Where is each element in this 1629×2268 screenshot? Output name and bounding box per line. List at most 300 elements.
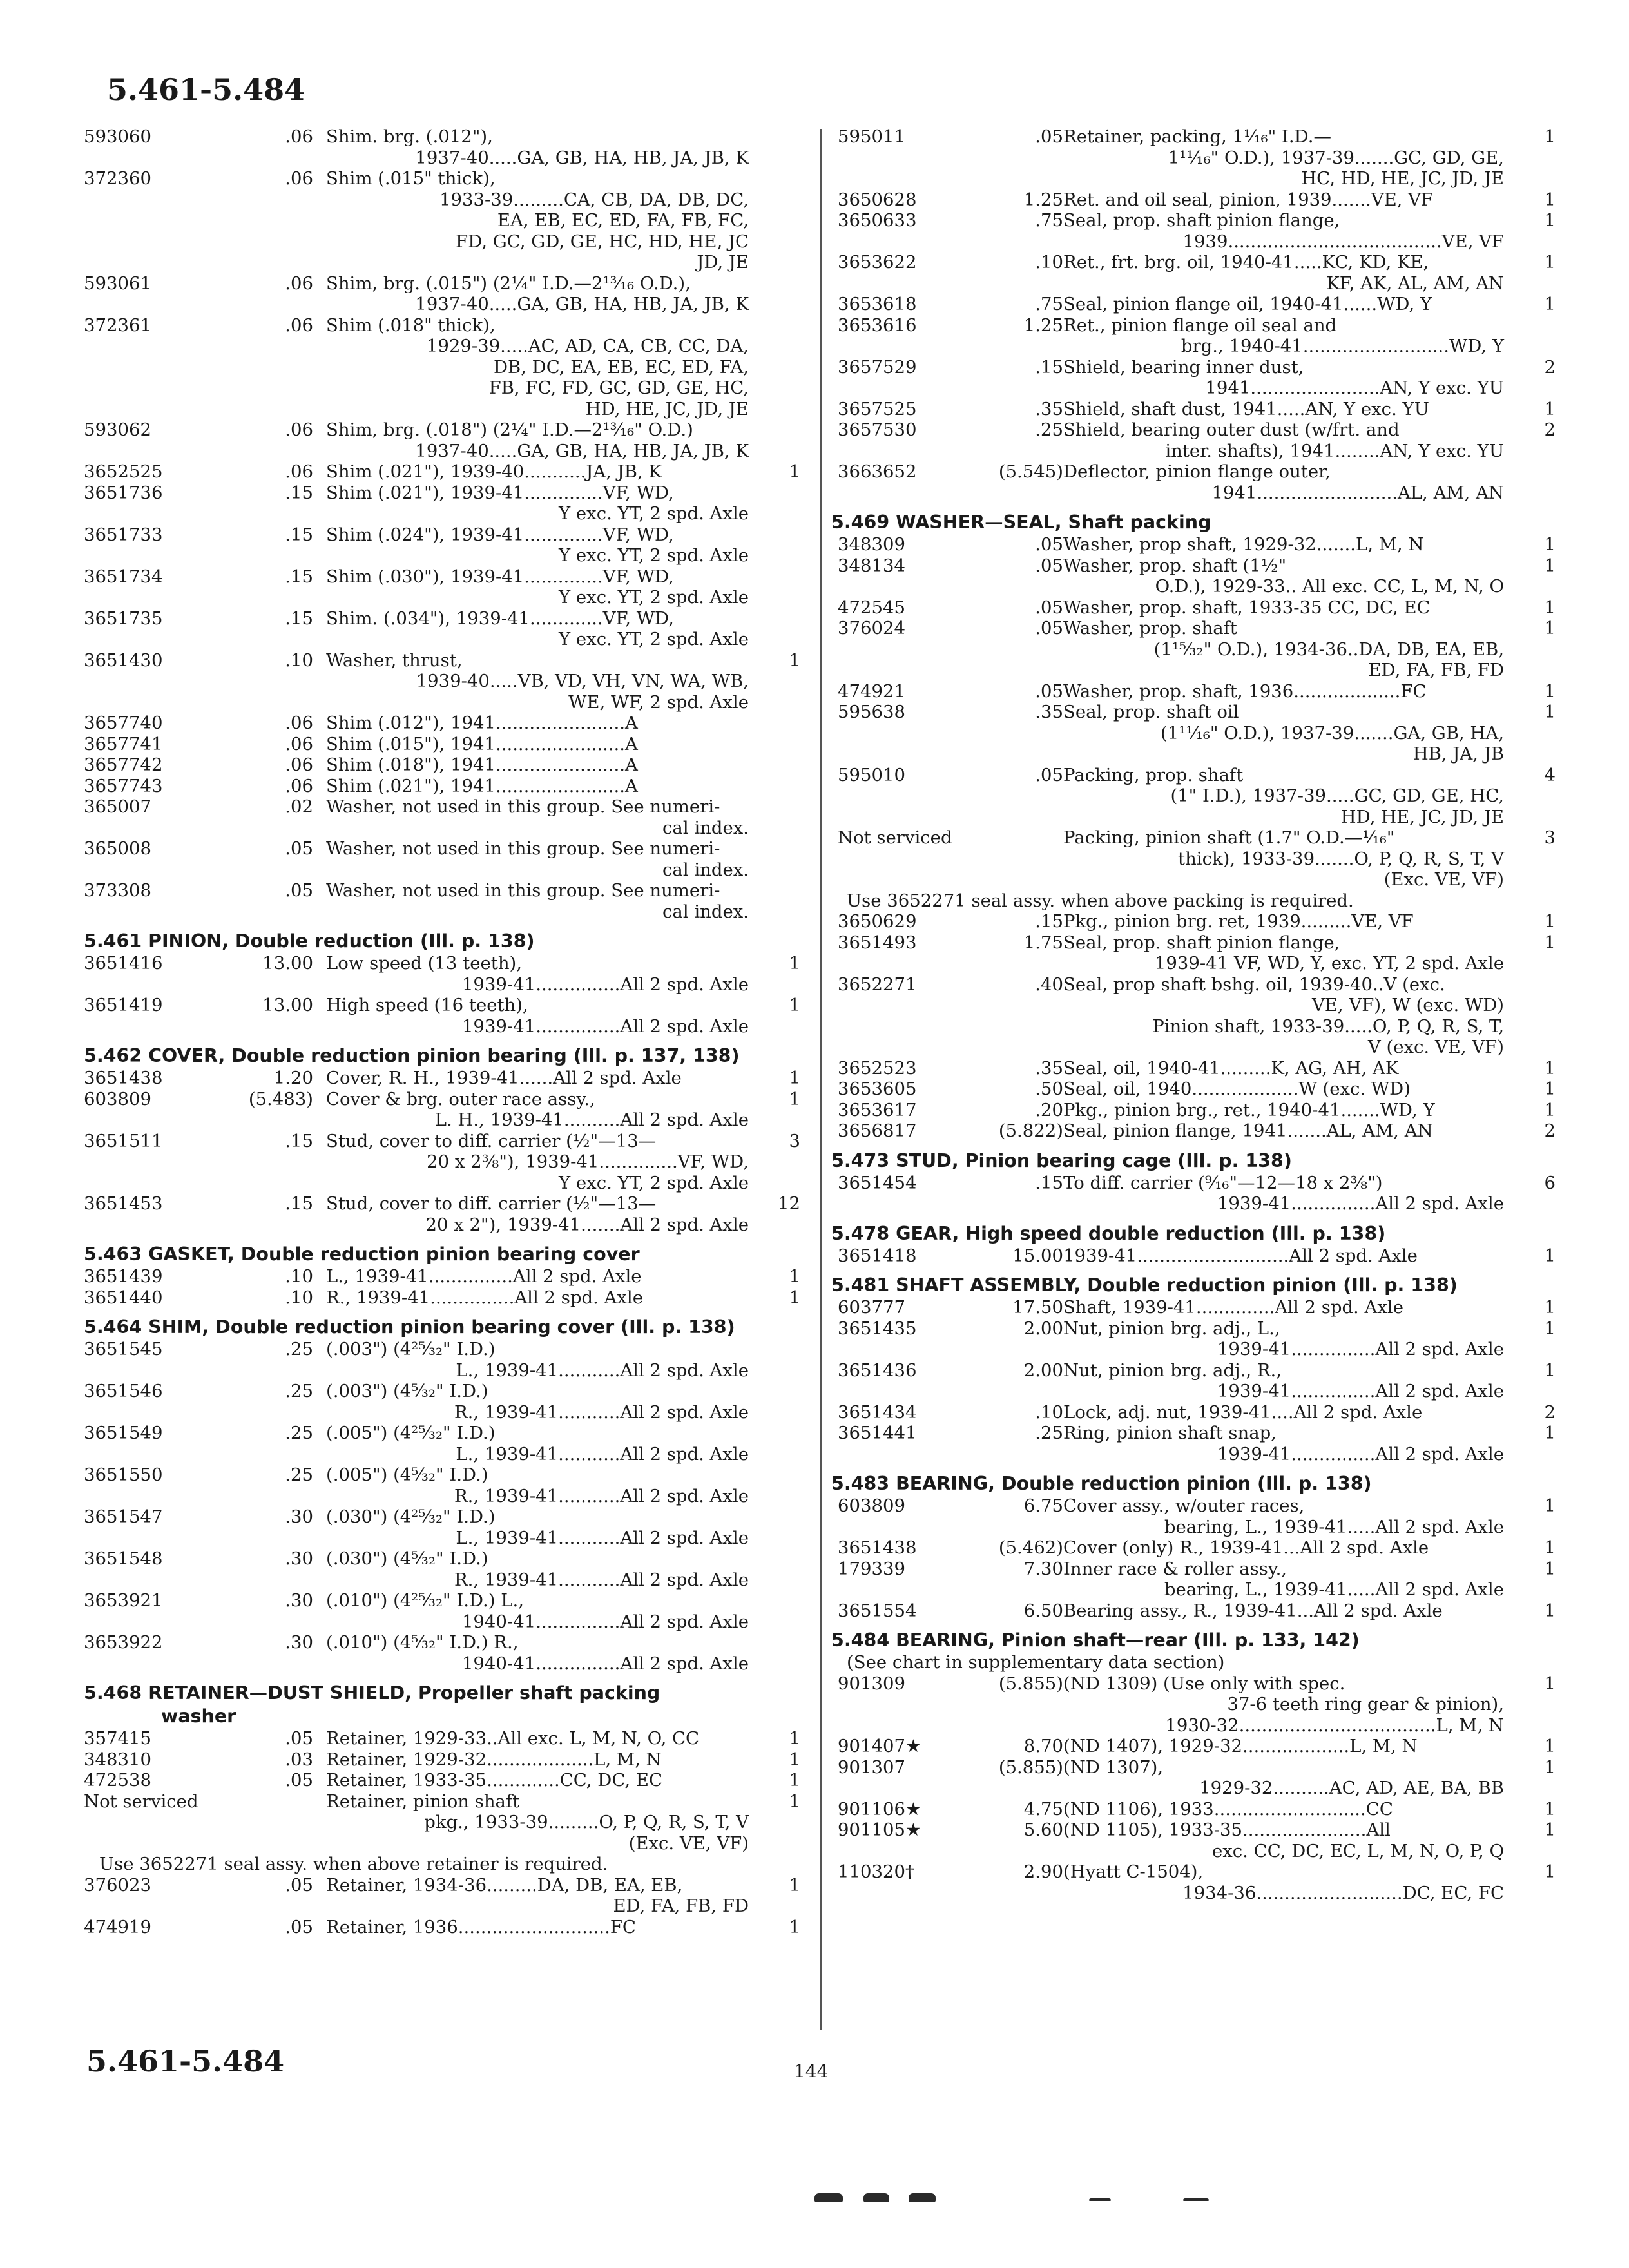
- description-line: ED, FA, FB, FD: [1368, 660, 1504, 680]
- description-line: Pinion shaft, 1933-39.....O, P, Q, R, S, T,: [1152, 1015, 1504, 1037]
- parts-entry: [831, 252, 1556, 294]
- part-description: [326, 461, 749, 483]
- description-line: FD, GC, GD, GE, HC, HD, HE, JC: [456, 231, 749, 252]
- part-quantity: 1: [789, 1770, 800, 1791]
- description-line: Shield, bearing inner dust,: [1063, 356, 1304, 378]
- part-price: .75: [1035, 210, 1063, 231]
- part-price: .35: [1035, 702, 1063, 722]
- part-quantity: 3: [1544, 827, 1556, 848]
- part-number: 3651548: [84, 1548, 163, 1569]
- part-number: 3651453: [84, 1193, 163, 1214]
- part-price: .06: [285, 461, 313, 482]
- parts-entry: [831, 974, 1556, 1058]
- description-line: 1939-41...............All 2 spd. Axle: [1217, 1339, 1504, 1360]
- description-line: (ND 1407), 1929-32...................L, M, N: [1063, 1736, 1418, 1756]
- description-line: HD, HE, JC, JD, JE: [585, 398, 749, 419]
- description-line: 1940-41...............All 2 spd. Axle: [461, 1653, 749, 1674]
- description-line: Seal, prop. shaft pinion flange,: [1063, 210, 1340, 231]
- part-quantity: 1: [1544, 1057, 1556, 1079]
- part-description: [326, 1632, 749, 1674]
- section-heading: [84, 930, 800, 953]
- part-description: [326, 713, 749, 734]
- section-note: Use 3652271 seal assy. when above retainer is required.: [99, 1854, 608, 1874]
- description-line: 1937-40.....GA, GB, HA, HB, JA, JB, K: [415, 147, 749, 168]
- part-number: 3652523: [838, 1057, 917, 1079]
- part-quantity: 1: [1544, 1537, 1556, 1558]
- description-line: Nut, pinion brg. adj., L.,: [1063, 1318, 1280, 1339]
- part-price: .10: [285, 649, 313, 671]
- part-description: [326, 1590, 749, 1632]
- part-description: [1063, 1757, 1504, 1799]
- description-line: Ret., pinion flange oil seal and: [1063, 314, 1337, 336]
- part-description: [326, 126, 749, 168]
- description-line: EA, EB, EC, ED, FA, FB, FC,: [497, 210, 749, 231]
- part-number: 3653605: [838, 1079, 917, 1099]
- description-line: (ND 1307),: [1063, 1756, 1164, 1778]
- part-number: 3651546: [84, 1381, 163, 1401]
- description-line: Shim. (.034"), 1939-41.............VF, WD,: [326, 608, 674, 629]
- part-quantity: 1: [1544, 1820, 1556, 1840]
- part-description: [1063, 294, 1504, 315]
- part-number: 110320†: [838, 1861, 914, 1882]
- part-price: .06: [285, 733, 313, 754]
- part-description: [326, 419, 749, 461]
- part-price: (5.545): [998, 461, 1063, 482]
- description-line: 1939......................................VE, VF: [1182, 231, 1504, 252]
- part-price: .05: [1035, 764, 1063, 785]
- part-number: Not serviced: [84, 1791, 198, 1812]
- part-price: .05: [1035, 555, 1063, 576]
- part-description: [1063, 618, 1504, 681]
- parts-entry: [831, 1318, 1556, 1360]
- part-number: 901407★: [838, 1736, 921, 1756]
- parts-entry: [84, 1875, 800, 1917]
- section-heading-text: 5.462 COVER, Double reduction pinion bearing (Ill. p. 137, 138): [84, 1045, 740, 1066]
- parts-entry: [84, 126, 800, 168]
- description-line: (ND 1105), 1933-35......................All: [1063, 1820, 1391, 1840]
- part-description: [1063, 1673, 1504, 1736]
- description-line: bearing, L., 1939-41.....All 2 spd. Axle: [1164, 1579, 1504, 1600]
- catalog-section: [831, 1274, 1556, 1465]
- part-description: [326, 1266, 749, 1287]
- part-quantity: 1: [789, 649, 800, 671]
- part-description: [1063, 1245, 1504, 1267]
- part-number: 3657529: [838, 356, 917, 378]
- part-price: .15: [285, 566, 313, 587]
- part-number: 3651416: [84, 953, 163, 974]
- section-heading: [831, 1274, 1556, 1297]
- description-line: 1939-41...........................All 2 spd. Axle: [1063, 1245, 1418, 1266]
- part-description: [1063, 1423, 1504, 1465]
- description-line: DB, DC, EA, EB, EC, ED, FA,: [493, 356, 749, 378]
- description-line: Cover & brg. outer race assy.,: [326, 1088, 595, 1110]
- parts-entry: [84, 461, 800, 483]
- print-smudge: [1089, 2198, 1111, 2201]
- parts-entry: [831, 1559, 1556, 1600]
- parts-entry: [84, 713, 800, 734]
- part-number: 3651493: [838, 932, 917, 953]
- parts-entry: [84, 734, 800, 755]
- description-line: Ret., frt. brg. oil, 1940-41.....KC, KD, KE,: [1063, 252, 1429, 273]
- description-line: 1929-32..........AC, AD, AE, BA, BB: [1199, 1778, 1504, 1798]
- description-line: HD, HE, JC, JD, JE: [1340, 806, 1504, 827]
- description-line: Shaft, 1939-41..............All 2 spd. Axle: [1063, 1297, 1403, 1318]
- catalog-section: [84, 1316, 800, 1674]
- description-line: Retainer, 1936...........................FC: [326, 1916, 636, 1937]
- part-description: [1063, 357, 1504, 399]
- description-line: (.010") (4⁵⁄₃₂" I.D.) R.,: [326, 1632, 519, 1653]
- parts-entry: [84, 1728, 800, 1749]
- description-line: (.005") (4⁵⁄₃₂" I.D.): [326, 1465, 488, 1485]
- part-quantity: 12: [778, 1193, 800, 1214]
- parts-entry: [831, 294, 1556, 315]
- description-line: Shim (.015" thick),: [326, 168, 496, 189]
- part-description: [1063, 1100, 1504, 1121]
- description-line: 1939-41...............All 2 spd. Axle: [1217, 1381, 1504, 1401]
- part-number: 3651441: [838, 1423, 917, 1443]
- description-line: Y exc. YT, 2 spd. Axle: [559, 1172, 749, 1193]
- part-description: [1063, 555, 1504, 597]
- description-line: (Exc. VE, VF): [628, 1832, 749, 1854]
- catalog-section: [84, 1243, 800, 1308]
- part-description: [326, 483, 749, 524]
- description-line: JD, JE: [697, 252, 749, 273]
- description-line: Nut, pinion brg. adj., R.,: [1063, 1360, 1282, 1381]
- part-number: Not serviced: [838, 827, 952, 848]
- parts-entry: [831, 555, 1556, 597]
- part-number: 901105★: [838, 1820, 921, 1840]
- description-line: VE, VF), W (exc. WD): [1311, 995, 1504, 1015]
- part-description: [1063, 765, 1504, 828]
- part-number: 3651733: [84, 524, 163, 545]
- parts-entry: [84, 608, 800, 650]
- part-number: 3657741: [84, 733, 163, 754]
- section-heading-text: 5.481 SHAFT ASSEMBLY, Double reduction pinion (Ill. p. 138): [831, 1274, 1458, 1296]
- part-description: [326, 1917, 749, 1938]
- part-description: [326, 1193, 749, 1235]
- description-line: 1¹¹⁄₁₆" O.D.), 1937-39.......GC, GD, GE,: [1168, 147, 1504, 168]
- section-heading-text: 5.464 SHIM, Double reduction pinion bearing cover (Ill. p. 138): [84, 1316, 735, 1338]
- section-heading: [84, 1044, 800, 1068]
- catalog-section: [831, 1472, 1556, 1621]
- parts-entry: [84, 315, 800, 420]
- part-description: [1063, 827, 1504, 890]
- part-number: 3653922: [84, 1632, 163, 1653]
- part-price: (5.462): [998, 1537, 1063, 1558]
- description-line: R., 1939-41...........All 2 spd. Axle: [454, 1401, 749, 1423]
- description-line: Seal, pinion flange, 1941.......AL, AM, AN: [1063, 1120, 1433, 1141]
- description-line: R., 1939-41...............All 2 spd. Axle: [326, 1287, 643, 1308]
- part-quantity: 1: [1544, 126, 1556, 147]
- description-line: Retainer, pinion shaft: [326, 1791, 520, 1812]
- part-quantity: 1: [789, 1749, 800, 1770]
- part-quantity: 1: [1544, 597, 1556, 618]
- part-price: 1.25: [1023, 314, 1063, 336]
- part-number: 3651550: [84, 1465, 163, 1485]
- description-line: L., 1939-41...............All 2 spd. Axle: [326, 1266, 642, 1287]
- part-description: [326, 1770, 749, 1791]
- part-quantity: 2: [1544, 1401, 1556, 1423]
- description-line: Stud, cover to diff. carrier (½"—13—: [326, 1193, 657, 1214]
- description-line: 1939-41...............All 2 spd. Axle: [461, 1015, 749, 1037]
- section-heading-text: 5.484 BEARING, Pinion shaft—rear (Ill. p. 133, 142): [831, 1629, 1360, 1651]
- part-number: 3651438: [84, 1068, 163, 1088]
- part-price: .15: [1035, 1172, 1063, 1193]
- part-number: 348134: [838, 555, 905, 576]
- section-note: Use 3652271 seal assy. when above packing is required.: [847, 890, 1354, 911]
- part-number: 595010: [838, 764, 905, 785]
- description-line: (1" I.D.), 1937-39.....GC, GD, GE, HC,: [1170, 785, 1504, 806]
- part-quantity: 1: [789, 1266, 800, 1287]
- part-description: [326, 1287, 749, 1309]
- part-price: 1.75: [1023, 932, 1063, 953]
- part-number: 357415: [84, 1728, 151, 1749]
- part-description: [326, 524, 749, 566]
- part-description: [1063, 1537, 1504, 1559]
- description-line: Y exc. YT, 2 spd. Axle: [559, 587, 749, 608]
- catalog-section: [84, 930, 800, 1037]
- part-number: 3651430: [84, 649, 163, 671]
- part-description: [1063, 1861, 1504, 1903]
- part-description: [1063, 419, 1504, 461]
- parts-entry: [831, 1120, 1556, 1142]
- description-line: Shim (.024"), 1939-41..............VF, WD,: [326, 524, 674, 545]
- description-line: Deflector, pinion flange outer,: [1063, 461, 1331, 482]
- description-line: pkg., 1933-39.........O, P, Q, R, S, T, V: [424, 1812, 749, 1832]
- description-line: Bearing assy., R., 1939-41...All 2 spd. Axle: [1063, 1600, 1443, 1621]
- description-line: Shim (.021"), 1939-41..............VF, WD,: [326, 482, 674, 503]
- part-quantity: 1: [1544, 1861, 1556, 1882]
- part-quantity: 1: [789, 1287, 800, 1308]
- part-quantity: 1: [1544, 294, 1556, 314]
- part-description: [326, 608, 749, 650]
- part-description: [1063, 252, 1504, 294]
- part-description: [326, 1465, 749, 1506]
- part-description: [1063, 1402, 1504, 1423]
- print-smudge: [815, 2193, 843, 2202]
- part-number: 348310: [84, 1749, 151, 1770]
- parts-entry: [84, 796, 800, 838]
- part-number: 3657525: [838, 398, 917, 419]
- part-price: .25: [1035, 1423, 1063, 1443]
- part-price: 4.75: [1023, 1798, 1063, 1820]
- part-price: 13.00: [262, 953, 313, 974]
- part-price: .06: [285, 754, 313, 775]
- parts-entry: [831, 911, 1556, 932]
- part-price: .15: [285, 524, 313, 545]
- part-price: .05: [1035, 534, 1063, 555]
- part-quantity: 1: [1544, 1558, 1556, 1579]
- parts-entry: [84, 1339, 800, 1381]
- description-line: Ret. and oil seal, pinion, 1939.......VE, VF: [1063, 189, 1434, 210]
- parts-entry: [831, 1820, 1556, 1861]
- part-number: 3651439: [84, 1266, 163, 1287]
- part-number: 474921: [838, 680, 905, 702]
- parts-entry: [831, 534, 1556, 555]
- description-line: Shim, brg. (.015") (2¼" I.D.—2¹³⁄₁₆ O.D.),: [326, 273, 691, 294]
- part-description: [326, 1339, 749, 1381]
- part-quantity: 1: [789, 1874, 800, 1896]
- part-description: [1063, 1736, 1504, 1757]
- parts-entry: [831, 1537, 1556, 1559]
- part-description: [326, 838, 749, 880]
- description-line: Y exc. YT, 2 spd. Axle: [559, 545, 749, 566]
- catalog-section: [831, 126, 1556, 503]
- description-line: Shim, brg. (.018") (2¼" I.D.—2¹³⁄₁₆" O.D.): [326, 419, 693, 440]
- catalog-section: [831, 1222, 1556, 1267]
- description-line: 37-6 teeth ring gear & pinion),: [1227, 1694, 1504, 1715]
- description-line: Washer, prop. shaft: [1063, 618, 1237, 639]
- part-description: [326, 315, 749, 420]
- part-number: 901106★: [838, 1798, 921, 1820]
- parts-entry: [84, 566, 800, 608]
- parts-entry: [84, 995, 800, 1037]
- part-number: 3651418: [838, 1245, 917, 1266]
- section-heading-text: 5.473 STUD, Pinion bearing cage (Ill. p. 138): [831, 1149, 1292, 1171]
- description-line: 1939-41...............All 2 spd. Axle: [1217, 1193, 1504, 1214]
- part-price: .05: [285, 838, 313, 859]
- description-line: (Exc. VE, VF): [1383, 869, 1504, 890]
- part-description: [1063, 702, 1504, 765]
- parts-entry: [84, 1423, 800, 1465]
- part-price: 15.00: [1012, 1245, 1063, 1266]
- description-line: Retainer, packing, 1¹⁄₁₆" I.D.—: [1063, 126, 1331, 147]
- parts-entry: [831, 681, 1556, 702]
- parts-entry: [831, 1058, 1556, 1079]
- description-line: Shim (.021"), 1939-40...........JA, JB, K: [326, 461, 662, 482]
- parts-entry: [831, 1173, 1556, 1215]
- part-price: 2.00: [1023, 1318, 1063, 1339]
- part-number: 3651419: [84, 995, 163, 1015]
- part-description: [1063, 399, 1504, 420]
- parts-entry: [84, 953, 800, 995]
- section-heading-continued: washer: [161, 1706, 236, 1727]
- description-line: 1941.........................AL, AM, AN: [1211, 482, 1504, 503]
- part-description: [1063, 1360, 1504, 1402]
- part-number: 603809: [838, 1495, 905, 1516]
- part-price: 8.70: [1023, 1736, 1063, 1756]
- part-description: [1063, 932, 1504, 974]
- description-line: 1937-40.....GA, GB, HA, HB, JA, JB, K: [415, 440, 749, 461]
- part-description: [326, 168, 749, 273]
- part-quantity: 1: [1544, 702, 1556, 722]
- section-heading: [831, 1472, 1556, 1495]
- part-price: (5.483): [248, 1088, 313, 1110]
- description-line: Shield, shaft dust, 1941.....AN, Y exc. YU: [1063, 398, 1429, 419]
- part-number: 373308: [84, 880, 151, 901]
- part-price: (5.855): [998, 1756, 1063, 1778]
- parts-entry: [84, 1287, 800, 1309]
- description-line: (.005") (4²⁵⁄₃₂" I.D.): [326, 1423, 496, 1443]
- parts-entry: [831, 189, 1556, 211]
- part-number: 3657743: [84, 775, 163, 796]
- description-line: R., 1939-41...........All 2 spd. Axle: [454, 1569, 749, 1590]
- part-description: [326, 1423, 749, 1465]
- part-price: .06: [285, 168, 313, 189]
- parts-entry: [831, 1297, 1556, 1318]
- part-price: .03: [285, 1749, 313, 1770]
- description-line: Seal, prop. shaft oil: [1063, 702, 1239, 722]
- part-price: .30: [285, 1548, 313, 1569]
- section-heading-text: 5.483 BEARING, Double reduction pinion (Ill. p. 138): [831, 1473, 1372, 1494]
- parts-entry: [84, 1749, 800, 1771]
- description-line: Washer, prop. shaft, 1936...................FC: [1063, 680, 1427, 702]
- part-number: 3651736: [84, 482, 163, 503]
- part-number: 3651438: [838, 1537, 917, 1558]
- part-description: [1063, 461, 1504, 503]
- parts-entry: [831, 461, 1556, 503]
- part-quantity: 1: [1544, 1360, 1556, 1381]
- section-heading-text: 5.469 WASHER—SEAL, Shaft packing: [831, 512, 1211, 533]
- part-price: 6.75: [1023, 1495, 1063, 1516]
- catalog-section: [84, 126, 800, 922]
- part-number: 3656817: [838, 1120, 917, 1141]
- part-price: .05: [285, 1874, 313, 1896]
- section-heading-text: 5.461 PINION, Double reduction (Ill. p. 138): [84, 930, 535, 952]
- description-line: Packing, pinion shaft (1.7" O.D.—¹⁄₁₆": [1063, 827, 1395, 848]
- part-number: 376024: [838, 618, 905, 639]
- parts-entry: [84, 776, 800, 797]
- part-number: 603777: [838, 1297, 905, 1318]
- part-quantity: 1: [1544, 1245, 1556, 1266]
- description-line: High speed (16 teeth),: [326, 995, 528, 1015]
- description-line: Washer, not used in this group. See numeri-: [326, 838, 720, 859]
- part-number: 901307: [838, 1756, 905, 1778]
- part-description: [1063, 681, 1504, 702]
- part-description: [326, 650, 749, 713]
- part-price: 6.50: [1023, 1600, 1063, 1621]
- parts-entry: [84, 1548, 800, 1590]
- part-number: 472538: [84, 1770, 151, 1791]
- catalog-section: [84, 1682, 800, 1937]
- part-description: [1063, 1820, 1504, 1861]
- description-line: bearing, L., 1939-41.....All 2 spd. Axle: [1164, 1516, 1504, 1537]
- part-description: [326, 953, 749, 995]
- part-price: 2.90: [1023, 1861, 1063, 1882]
- parts-entry: [831, 419, 1556, 461]
- description-line: (.003") (4⁵⁄₃₂" I.D.): [326, 1381, 488, 1401]
- parts-entry: [831, 1079, 1556, 1100]
- description-line: Washer, thrust,: [326, 649, 463, 671]
- parts-entry: [831, 1100, 1556, 1121]
- description-line: L., 1939-41...........All 2 spd. Axle: [456, 1360, 749, 1381]
- part-quantity: 1: [1544, 555, 1556, 576]
- part-price: .40: [1035, 974, 1063, 995]
- part-description: [1063, 1297, 1504, 1318]
- part-description: [326, 1506, 749, 1548]
- description-line: 1939-41...............All 2 spd. Axle: [461, 974, 749, 995]
- description-line: Y exc. YT, 2 spd. Axle: [559, 629, 749, 649]
- part-price: .75: [1035, 294, 1063, 314]
- parts-entry: [831, 1757, 1556, 1799]
- description-line: Pkg., pinion brg. ret, 1939.........VE, VF: [1063, 911, 1414, 932]
- parts-entry: [831, 932, 1556, 974]
- part-price: .05: [1035, 680, 1063, 702]
- part-price: 7.30: [1023, 1558, 1063, 1579]
- part-quantity: 1: [1544, 398, 1556, 419]
- description-line: (.010") (4²⁵⁄₃₂" I.D.) L.,: [326, 1590, 525, 1611]
- part-price: .25: [1035, 419, 1063, 440]
- part-quantity: 1: [1544, 911, 1556, 932]
- description-line: Cover assy., w/outer races,: [1063, 1495, 1305, 1516]
- part-number: 3657742: [84, 754, 163, 775]
- description-line: Cover (only) R., 1939-41...All 2 spd. Axle: [1063, 1537, 1429, 1558]
- part-price: .15: [285, 1193, 313, 1214]
- part-description: [1063, 1318, 1504, 1360]
- description-line: Inner race & roller assy.,: [1063, 1558, 1287, 1579]
- parts-entry: [831, 827, 1556, 890]
- part-description: [1063, 534, 1504, 555]
